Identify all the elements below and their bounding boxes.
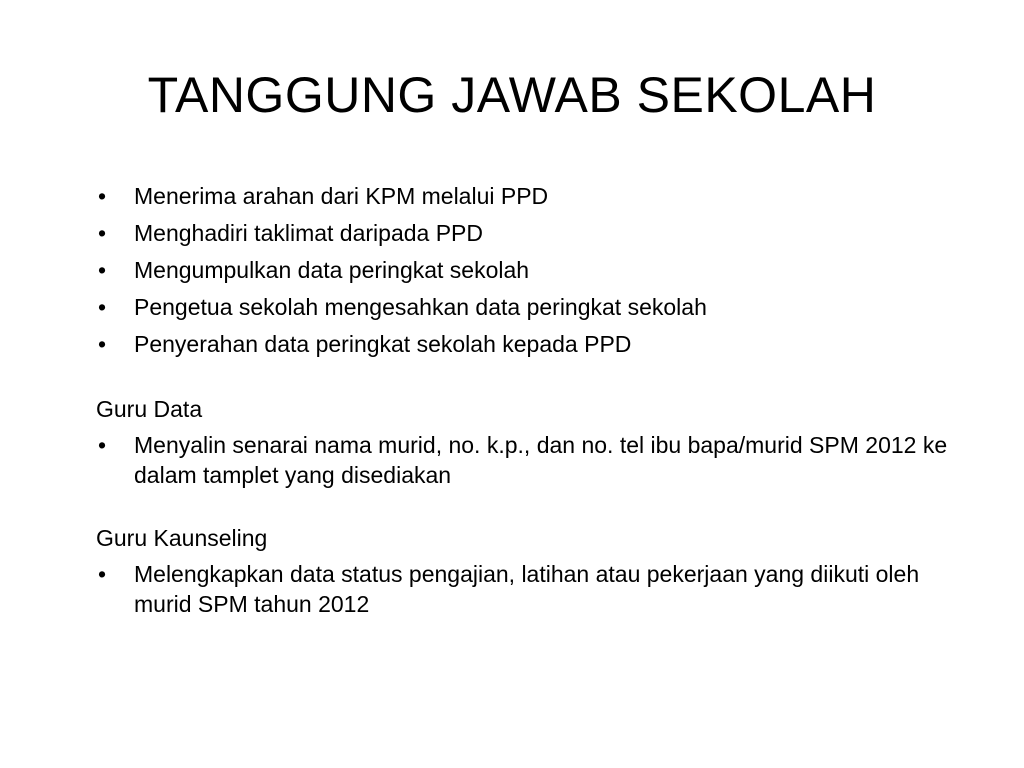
- bullet-icon: •: [98, 183, 107, 209]
- list-item-text: Pengetua sekolah mengesahkan data peringkat sekolah: [134, 294, 707, 320]
- bullet-icon: •: [98, 294, 107, 320]
- section-heading-guru-kaunseling: Guru Kaunseling: [96, 525, 268, 551]
- list-item-text: Menerima arahan dari KPM melalui PPD: [134, 183, 549, 209]
- list-item: [96, 559, 976, 619]
- list-item: [96, 430, 976, 490]
- section-heading-guru-data: Guru Data: [96, 396, 203, 422]
- bullet-icon: •: [98, 257, 107, 283]
- list-item: [96, 254, 976, 287]
- list-item: [96, 180, 976, 213]
- list-item: [96, 328, 976, 361]
- list-item-text: Menyalin senarai nama murid, no. k.p., dan no. tel ibu bapa/murid SPM 2012 ke dalam tamplet yang disediakan: [134, 432, 948, 488]
- guru-kaunseling-bullet-list: [96, 559, 976, 619]
- list-item-text: Melengkapkan data status pengajian, latihan atau pekerjaan yang diikuti oleh murid SPM tahun 2012: [134, 561, 920, 617]
- bullet-icon: •: [98, 561, 107, 587]
- list-item-text: Mengumpulkan data peringkat sekolah: [134, 257, 530, 283]
- list-item-text: Penyerahan data peringkat sekolah kepada PPD: [134, 331, 632, 357]
- main-bullet-list: [96, 180, 976, 361]
- bullet-icon: •: [98, 220, 107, 246]
- list-item: [96, 291, 976, 324]
- bullet-icon: •: [98, 432, 107, 458]
- list-item-text: Menghadiri taklimat daripada PPD: [134, 220, 484, 246]
- list-item: [96, 217, 976, 250]
- slide-body: [96, 180, 976, 623]
- guru-data-bullet-list: [96, 430, 976, 490]
- slide-title: TANGGUNG JAWAB SEKOLAH: [147, 67, 877, 123]
- bullet-icon: •: [98, 331, 107, 357]
